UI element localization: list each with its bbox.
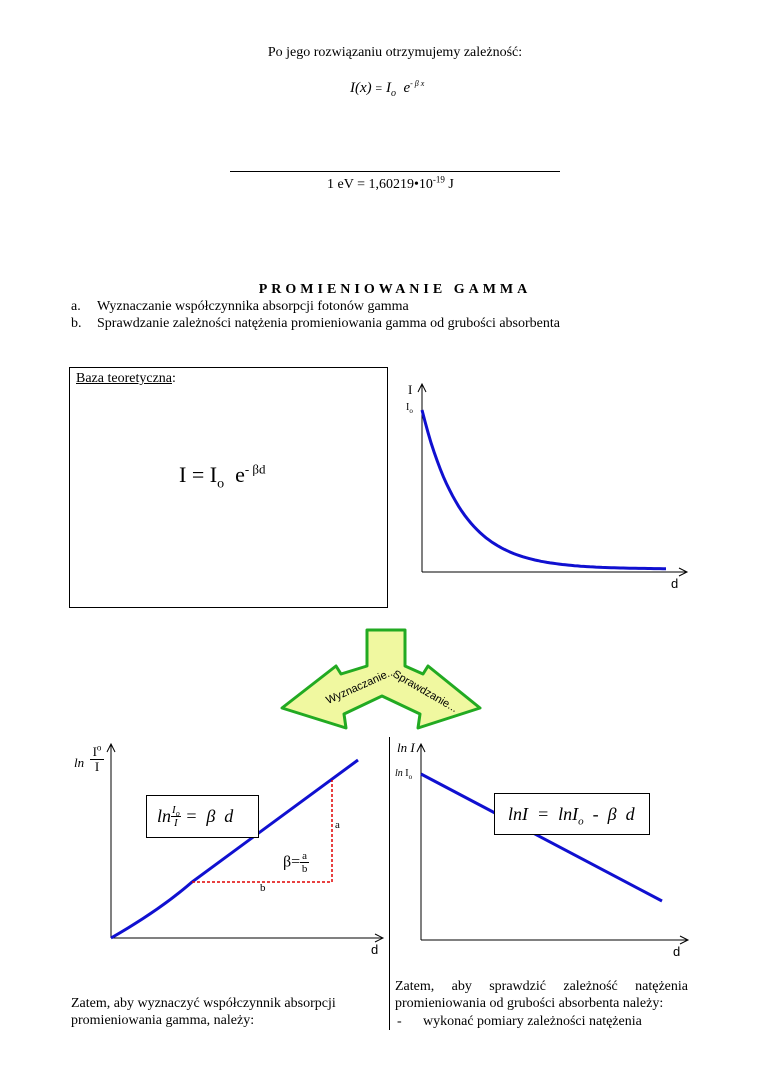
arrow-left-label: Wyznaczanie... [324,665,398,707]
linear-line [111,760,358,938]
bottom-right-line-2: promieniowania od grubości absorbenta należy: [395,996,664,1011]
footnote [327,176,454,193]
log-y-tick [395,768,412,779]
theory-formula-exponent: - βd [244,461,266,477]
theory-heading-label: Baza teoretyczna [76,371,172,386]
log-formula [508,804,635,828]
decay-x-label: d [671,576,679,591]
linear-a-label: a [335,819,340,831]
decay-i0-label [406,402,413,413]
linear-y-label-ln: ln [74,755,85,770]
section-item-b [71,315,560,332]
bottom-right-line-1: Zatem, aby sprawdzić zależność natężenia [395,979,688,994]
log-x-label: d [673,944,681,959]
theory-formula-lhs: I = [179,462,205,487]
intro-formula-e: e [403,80,411,96]
log-chart [410,740,700,950]
linear-chart [100,740,390,950]
beta-formula [283,850,309,875]
list-item-text: wykonać pomiary zależności natężenia [423,1014,642,1029]
linear-y-label-num-base: I [92,744,97,759]
arrow-right-label: Sprawdzanie... [390,668,460,715]
intro-formula [350,80,424,97]
list-marker: a. [71,299,81,314]
list-marker: - [397,1014,402,1029]
log-formula-lhs: lnI = lnI [508,804,579,824]
intro-formula-eq: = [375,81,383,95]
beta-formula-den: b [301,863,308,875]
theory-box [69,367,388,608]
intro-formula-i0-sub: o [390,88,396,99]
intro-formula-lhs: I [350,80,355,96]
theory-formula-i0: I [209,462,218,487]
bottom-left-line-1: Zatem, aby wyznaczyć współczynnik absorpcji [71,996,336,1011]
decay-chart [400,380,700,595]
bottom-right-list-item [395,1013,642,1030]
log-formula-sub: o [578,815,584,828]
list-item-text: Wyznaczanie współczynnika absorpcji fotonów gamma [97,299,409,314]
linear-y-label-den: I [94,759,100,774]
split-arrow [270,628,495,728]
footnote-rule [230,171,560,172]
beta-formula-frac [300,850,309,875]
list-item-text: Sprawdzanie zależności natężenia promieniowania gamma od grubości absorbenta [97,316,560,331]
log-y-tick-base: I [405,768,409,779]
linear-formula-rhs: = β d [185,806,234,826]
decay-i0-sub: o [409,407,413,415]
log-formula-box [494,793,650,835]
decay-curve [422,410,666,569]
intro-formula-i0: I [385,80,391,96]
intro-formula-arg: (x) [355,80,372,96]
linear-formula-frac-num [171,804,181,817]
linear-formula-ln: ln [157,806,172,826]
linear-formula-frac-den: I [174,817,178,829]
linear-b-label: b [260,882,266,894]
theory-heading [76,370,176,387]
linear-formula-box [146,795,259,838]
linear-formula-frac-num-base: I [172,804,176,816]
theory-heading-colon: : [172,371,176,386]
decay-y-label: I [408,382,413,397]
intro-formula-exponent: - β x [410,79,425,88]
section-item-a [71,298,409,315]
footnote-exp: -19 [432,174,445,185]
beta-formula-num: a [302,850,308,862]
footnote-lhs: 1 eV = 1,60219•10 [327,177,433,192]
beta-formula-lhs: β= [283,853,301,871]
linear-y-label-num-sub: o [96,742,102,753]
log-y-tick-sub: o [408,773,413,781]
bottom-left-line-2: promieniowania gamma, należy: [71,1013,255,1028]
linear-y-label-frac [90,742,104,774]
footnote-unit: J [444,177,454,192]
decay-i0-base: I [406,402,410,413]
theory-formula-i0-sub: o [217,476,225,492]
theory-formula [179,461,266,492]
linear-formula [157,804,233,829]
theory-formula-e: e [235,462,245,487]
log-formula-rhs: - β d [583,804,635,824]
section-title: PROMIENIOWANIE GAMMA [258,282,532,297]
log-y-label: ln I [397,740,415,755]
log-y-tick-ln: ln [395,768,403,779]
linear-formula-frac [171,804,181,829]
linear-formula-frac-num-sub: o [175,809,180,819]
intro-sentence: Po jego rozwiązaniu otrzymujemy zależność: [267,45,523,60]
linear-y-label-num [90,742,104,760]
linear-x-label: d [371,942,379,957]
list-marker: b. [71,316,82,331]
